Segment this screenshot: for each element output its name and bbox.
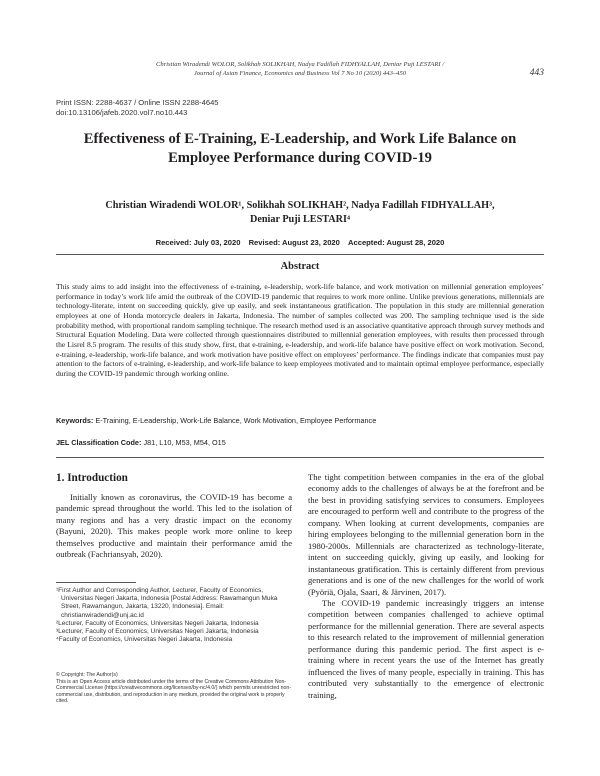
doi-line: doi:10.13106/jafeb.2020.vol7.no10.443 [56, 108, 188, 118]
jel-classification [56, 438, 544, 447]
abstract-text: This study aims to add insight into the effectiveness of e-training, e-leadership, work-life balance, and work motivation on millennial generation employees’ performance in today’s work life amid the outbreak of the COVID-19 pandemic that requires to work more online. Unlike previous generations, millennials are technology-literate, intent on succeeding quickly, give up easily, and seek instantaneous gratification. The population in this study are millennial generation employees at one of Honda motorcycle dealers in Jakarta, Indonesia. The number of samples collected was 200. The sampling technique used is the side probability method, with proportional random sampling technique. The research method used is an associative quantitative approach through survey methods and Structural Equation Modeling. Data were collected through questionnaires distributed to millennial generation employees, with results then processed through the Lisrel 8.5 program. The results of this study show, first, that e-training, e-leadership, and work-life balance have positive effect on work motivation. Second, e-training, e-leadership, work-life balance, and work motivation have positive effect on employees’ performance. The findings indicate that companies must pay attention to the factors of e-training, e-leadership, and work-life balance to keep employees motivated and to maintain optimal employee performance, especially during the COVID-19 pandemic through working online. [56, 282, 544, 378]
page-number: 443 [529, 68, 544, 78]
introduction-paragraph: Initially known as coronavirus, the COVID-19 has become a pandemic spread throughout the world. This led to the isolation of many regions and has a very drastic impact on the economy (Bayuni, 2020). This makes people work more online to keep themselves productive and maintain their performance amid the outbreak (Fachriansyah, 2020). [56, 492, 292, 560]
copyright-notice [56, 672, 292, 705]
author-list-line-1: Christian Wiradendi WOLOR¹, Solikhah SOLIKHAH², Nadya Fadillah FIDHYALLAH³, [105, 200, 495, 211]
keywords [56, 416, 544, 425]
footnote-author-2: ²Lecturer, Faculty of Economics, Universitas Negeri Jakarta, Indonesia [56, 619, 259, 627]
keywords-text: E-Training, E-Leadership, Work-Life Balance, Work Motivation, Employee Performance [95, 416, 377, 425]
running-head-authors: Christian Wiradendi WOLOR, Solikhah SOLIKHAH, Nadya Fadillah FIDHYALLAH, Deniar Puji LESTARI / [155, 61, 445, 68]
footnote-author-1: ¹First Author and Corresponding Author, Lecturer, Faculty of Economics, Universitas Negeri Jakarta, Indonesia [Postal Address: Rawamangun Muka Street, Rawamangun, Jakarta, 13220, Indonesia]. Email: christianwiradendi@unj.ac.id [56, 587, 278, 619]
revised-date: Revised: August 23, 2020 [248, 238, 340, 247]
license-text: This is an Open Access article distributed under the terms of the Creative Commons Attribution Non-Commercial License (https://creativecommons.org/licenses/by-nc/4.0/) which permits unrestricted non-commercial use, distribution, and reproduction in any medium, provided the original work is properly cited. [56, 678, 291, 705]
issn-line: Print ISSN: 2288-4637 / Online ISSN 2288-4645 [56, 98, 219, 107]
jel-label: JEL Classification Code: [56, 438, 142, 447]
introduction-left-column [56, 492, 292, 561]
footnote-divider [56, 582, 136, 583]
author-list [56, 199, 544, 226]
issn-block [56, 98, 219, 119]
running-head [120, 60, 480, 78]
received-date: Received: July 03, 2020 [155, 238, 241, 247]
running-head-journal: Journal of Asian Finance, Economics and Business Vol 7 No 10 (2020) 443–450 [193, 70, 407, 78]
footnote-author-3: ³Lecturer, Faculty of Economics, Universitas Negeri Jakarta, Indonesia [56, 628, 259, 636]
keywords-label: Keywords: [56, 416, 94, 425]
abstract-heading: Abstract [280, 261, 320, 272]
introduction-right-column [308, 472, 544, 701]
paper-title [56, 130, 544, 168]
submission-dates [56, 238, 544, 247]
section-heading-introduction: 1. Introduction [56, 472, 128, 484]
footnote-author-4: ⁴Faculty of Economics, Universitas Negeri Jakarta, Indonesia [56, 636, 233, 644]
author-list-line-2: Deniar Puji LESTARI⁴ [249, 213, 351, 225]
divider-bottom [56, 457, 544, 458]
paper-title-line-1: Effectiveness of E-Training, E-Leadership, and Work Life Balance on [83, 131, 517, 147]
introduction-paragraph: The tight competition between companies in the era of the global economy adds to the challenges of always be at the forefront and be the best in providing satisfying services to consumers. Employees are encouraged to perform well and contribute to the progress of the company. When looking at current developments, companies are hiring employees belonging to the millennial generation born in the 1980-2000s. Millennials are characterized as technology-literate, intent on succeeding quickly, giving up easily, and looking for instantaneous gratification. This is certainly different from previous generations and is one of the new challenges for the world of work (Pyöriä, Ojala, Saari, & Järvinen, 2017). [308, 472, 544, 597]
paper-title-line-2: Employee Performance during COVID-19 [168, 150, 432, 166]
footnotes [56, 587, 292, 644]
jel-codes: J81, L10, M53, M54, O15 [143, 438, 226, 447]
accepted-date: Accepted: August 28, 2020 [348, 238, 445, 247]
introduction-paragraph: The COVID-19 pandemic increasingly triggers an intense competition between companies challenged to achieve optimal performance for the millennial generation. There are several aspects to this research related to the improvement of millennial generation performance during this pandemic period. The first aspect is e-training where in recent years the use of the Internet has greatly influenced the lives of many people, especially in training. This has contributed very substantially to the emergence of electronic training, [308, 597, 544, 700]
copyright-line: © Copyright: The Author(s) [56, 672, 118, 678]
divider-top [56, 254, 544, 255]
